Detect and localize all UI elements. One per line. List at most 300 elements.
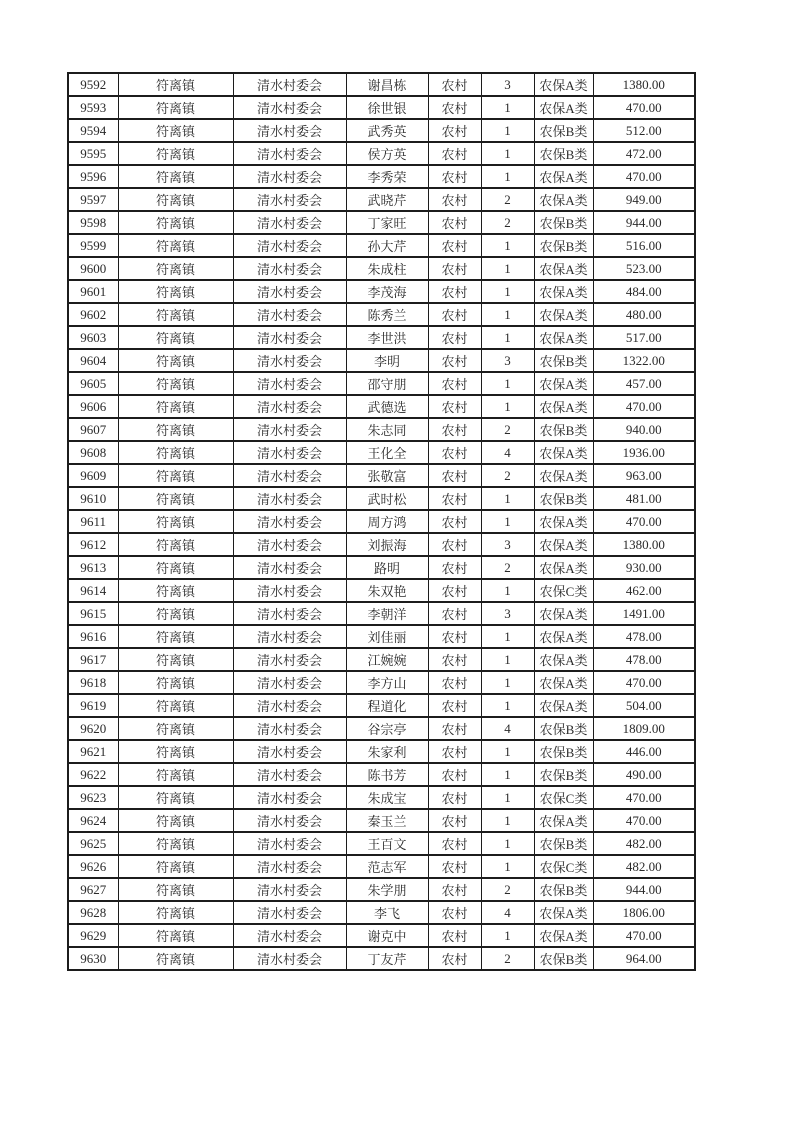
cell-person-count: 3 [481, 602, 534, 625]
cell-category: 农村 [428, 947, 481, 970]
cell-person-count: 3 [481, 73, 534, 96]
cell-village-committee: 清水村委会 [233, 395, 346, 418]
cell-village-committee: 清水村委会 [233, 510, 346, 533]
cell-serial-number: 9601 [68, 280, 118, 303]
cell-person-count: 1 [481, 832, 534, 855]
cell-category: 农村 [428, 441, 481, 464]
cell-insurance-type: 农保A类 [534, 924, 593, 947]
cell-category: 农村 [428, 740, 481, 763]
cell-person-count: 1 [481, 855, 534, 878]
cell-serial-number: 9630 [68, 947, 118, 970]
table-row [68, 625, 695, 648]
cell-category: 农村 [428, 533, 481, 556]
cell-name: 王百文 [346, 832, 428, 855]
cell-person-count: 1 [481, 510, 534, 533]
cell-village-committee: 清水村委会 [233, 326, 346, 349]
cell-person-count: 4 [481, 901, 534, 924]
cell-amount: 482.00 [593, 855, 695, 878]
cell-name: 谷宗亭 [346, 717, 428, 740]
cell-amount: 470.00 [593, 165, 695, 188]
cell-amount: 517.00 [593, 326, 695, 349]
cell-person-count: 2 [481, 464, 534, 487]
cell-town: 符离镇 [118, 924, 233, 947]
table-row [68, 671, 695, 694]
cell-category: 农村 [428, 901, 481, 924]
cell-insurance-type: 农保A类 [534, 901, 593, 924]
cell-person-count: 1 [481, 809, 534, 832]
cell-town: 符离镇 [118, 602, 233, 625]
cell-serial-number: 9602 [68, 303, 118, 326]
cell-insurance-type: 农保B类 [534, 211, 593, 234]
cell-amount: 523.00 [593, 257, 695, 280]
table-row [68, 533, 695, 556]
cell-name: 江婉婉 [346, 648, 428, 671]
cell-category: 农村 [428, 487, 481, 510]
cell-serial-number: 9596 [68, 165, 118, 188]
cell-name: 路明 [346, 556, 428, 579]
cell-amount: 1936.00 [593, 441, 695, 464]
cell-amount: 470.00 [593, 809, 695, 832]
cell-village-committee: 清水村委会 [233, 648, 346, 671]
cell-village-committee: 清水村委会 [233, 441, 346, 464]
cell-insurance-type: 农保A类 [534, 602, 593, 625]
cell-village-committee: 清水村委会 [233, 119, 346, 142]
cell-serial-number: 9600 [68, 257, 118, 280]
table-row [68, 648, 695, 671]
cell-person-count: 1 [481, 303, 534, 326]
cell-person-count: 1 [481, 763, 534, 786]
cell-serial-number: 9607 [68, 418, 118, 441]
cell-name: 刘佳丽 [346, 625, 428, 648]
cell-insurance-type: 农保B类 [534, 878, 593, 901]
cell-amount: 949.00 [593, 188, 695, 211]
cell-amount: 1380.00 [593, 73, 695, 96]
cell-insurance-type: 农保A类 [534, 464, 593, 487]
cell-category: 农村 [428, 648, 481, 671]
cell-insurance-type: 农保B类 [534, 740, 593, 763]
cell-amount: 1806.00 [593, 901, 695, 924]
cell-insurance-type: 农保A类 [534, 395, 593, 418]
cell-serial-number: 9599 [68, 234, 118, 257]
cell-person-count: 1 [481, 740, 534, 763]
cell-village-committee: 清水村委会 [233, 878, 346, 901]
cell-town: 符离镇 [118, 740, 233, 763]
cell-name: 武德选 [346, 395, 428, 418]
cell-amount: 470.00 [593, 924, 695, 947]
cell-insurance-type: 农保B类 [534, 234, 593, 257]
cell-town: 符离镇 [118, 648, 233, 671]
cell-amount: 481.00 [593, 487, 695, 510]
cell-town: 符离镇 [118, 326, 233, 349]
cell-serial-number: 9614 [68, 579, 118, 602]
cell-town: 符离镇 [118, 441, 233, 464]
cell-person-count: 1 [481, 786, 534, 809]
cell-village-committee: 清水村委会 [233, 165, 346, 188]
cell-name: 周方鸿 [346, 510, 428, 533]
cell-category: 农村 [428, 349, 481, 372]
cell-town: 符离镇 [118, 855, 233, 878]
cell-serial-number: 9623 [68, 786, 118, 809]
table-row [68, 924, 695, 947]
cell-name: 朱双艳 [346, 579, 428, 602]
cell-insurance-type: 农保B类 [534, 142, 593, 165]
table-row [68, 142, 695, 165]
cell-serial-number: 9610 [68, 487, 118, 510]
table-body [68, 73, 695, 970]
cell-town: 符离镇 [118, 533, 233, 556]
cell-insurance-type: 农保C类 [534, 786, 593, 809]
cell-town: 符离镇 [118, 73, 233, 96]
table-row [68, 395, 695, 418]
cell-serial-number: 9613 [68, 556, 118, 579]
cell-amount: 484.00 [593, 280, 695, 303]
cell-name: 程道化 [346, 694, 428, 717]
cell-serial-number: 9605 [68, 372, 118, 395]
cell-person-count: 1 [481, 372, 534, 395]
cell-person-count: 1 [481, 96, 534, 119]
cell-name: 陈书芳 [346, 763, 428, 786]
cell-insurance-type: 农保C类 [534, 855, 593, 878]
cell-category: 农村 [428, 694, 481, 717]
cell-person-count: 4 [481, 441, 534, 464]
table-row [68, 280, 695, 303]
cell-serial-number: 9624 [68, 809, 118, 832]
cell-amount: 470.00 [593, 96, 695, 119]
table-row [68, 510, 695, 533]
cell-insurance-type: 农保B类 [534, 717, 593, 740]
cell-town: 符离镇 [118, 372, 233, 395]
cell-person-count: 1 [481, 280, 534, 303]
table-row [68, 326, 695, 349]
table-row [68, 602, 695, 625]
cell-name: 秦玉兰 [346, 809, 428, 832]
cell-category: 农村 [428, 326, 481, 349]
cell-insurance-type: 农保A类 [534, 671, 593, 694]
cell-town: 符离镇 [118, 142, 233, 165]
cell-serial-number: 9622 [68, 763, 118, 786]
cell-town: 符离镇 [118, 671, 233, 694]
cell-village-committee: 清水村委会 [233, 418, 346, 441]
table-row [68, 694, 695, 717]
cell-town: 符离镇 [118, 878, 233, 901]
cell-town: 符离镇 [118, 763, 233, 786]
cell-person-count: 1 [481, 257, 534, 280]
table-row [68, 349, 695, 372]
cell-amount: 1491.00 [593, 602, 695, 625]
cell-village-committee: 清水村委会 [233, 694, 346, 717]
cell-village-committee: 清水村委会 [233, 234, 346, 257]
cell-village-committee: 清水村委会 [233, 280, 346, 303]
cell-name: 朱成柱 [346, 257, 428, 280]
cell-category: 农村 [428, 717, 481, 740]
cell-serial-number: 9615 [68, 602, 118, 625]
cell-person-count: 1 [481, 671, 534, 694]
cell-category: 农村 [428, 257, 481, 280]
table-row [68, 464, 695, 487]
cell-insurance-type: 农保B类 [534, 487, 593, 510]
table-row [68, 165, 695, 188]
cell-insurance-type: 农保A类 [534, 441, 593, 464]
cell-category: 农村 [428, 119, 481, 142]
table-row [68, 119, 695, 142]
cell-village-committee: 清水村委会 [233, 73, 346, 96]
cell-serial-number: 9609 [68, 464, 118, 487]
cell-serial-number: 9627 [68, 878, 118, 901]
cell-insurance-type: 农保A类 [534, 809, 593, 832]
cell-village-committee: 清水村委会 [233, 556, 346, 579]
cell-insurance-type: 农保A类 [534, 648, 593, 671]
cell-village-committee: 清水村委会 [233, 671, 346, 694]
table-row [68, 418, 695, 441]
cell-town: 符离镇 [118, 234, 233, 257]
cell-town: 符离镇 [118, 280, 233, 303]
cell-insurance-type: 农保A类 [534, 303, 593, 326]
beneficiary-table [67, 72, 696, 971]
cell-village-committee: 清水村委会 [233, 763, 346, 786]
cell-insurance-type: 农保A类 [534, 96, 593, 119]
table-row [68, 234, 695, 257]
cell-amount: 480.00 [593, 303, 695, 326]
cell-town: 符离镇 [118, 832, 233, 855]
cell-amount: 512.00 [593, 119, 695, 142]
cell-name: 侯方英 [346, 142, 428, 165]
cell-amount: 930.00 [593, 556, 695, 579]
cell-category: 农村 [428, 418, 481, 441]
cell-name: 李明 [346, 349, 428, 372]
table-row [68, 211, 695, 234]
cell-person-count: 4 [481, 717, 534, 740]
cell-name: 孙大芹 [346, 234, 428, 257]
cell-insurance-type: 农保A类 [534, 280, 593, 303]
cell-person-count: 1 [481, 119, 534, 142]
cell-name: 朱家利 [346, 740, 428, 763]
cell-insurance-type: 农保A类 [534, 625, 593, 648]
cell-serial-number: 9593 [68, 96, 118, 119]
cell-amount: 504.00 [593, 694, 695, 717]
cell-name: 丁友芹 [346, 947, 428, 970]
cell-town: 符离镇 [118, 579, 233, 602]
cell-person-count: 1 [481, 395, 534, 418]
table-row [68, 901, 695, 924]
cell-insurance-type: 农保B类 [534, 832, 593, 855]
cell-person-count: 1 [481, 487, 534, 510]
cell-category: 农村 [428, 188, 481, 211]
cell-name: 朱成宝 [346, 786, 428, 809]
cell-town: 符离镇 [118, 395, 233, 418]
cell-town: 符离镇 [118, 349, 233, 372]
cell-village-committee: 清水村委会 [233, 602, 346, 625]
cell-amount: 470.00 [593, 786, 695, 809]
cell-serial-number: 9619 [68, 694, 118, 717]
table-row [68, 809, 695, 832]
cell-town: 符离镇 [118, 694, 233, 717]
cell-person-count: 2 [481, 211, 534, 234]
cell-category: 农村 [428, 579, 481, 602]
cell-category: 农村 [428, 96, 481, 119]
cell-name: 刘振海 [346, 533, 428, 556]
cell-insurance-type: 农保B类 [534, 763, 593, 786]
cell-village-committee: 清水村委会 [233, 96, 346, 119]
table-row [68, 441, 695, 464]
cell-person-count: 3 [481, 533, 534, 556]
table-row [68, 257, 695, 280]
cell-serial-number: 9617 [68, 648, 118, 671]
cell-person-count: 1 [481, 579, 534, 602]
cell-village-committee: 清水村委会 [233, 211, 346, 234]
cell-person-count: 1 [481, 648, 534, 671]
cell-name: 李秀荣 [346, 165, 428, 188]
cell-town: 符离镇 [118, 418, 233, 441]
cell-category: 农村 [428, 234, 481, 257]
cell-person-count: 2 [481, 947, 534, 970]
cell-name: 朱志同 [346, 418, 428, 441]
cell-village-committee: 清水村委会 [233, 533, 346, 556]
cell-village-committee: 清水村委会 [233, 257, 346, 280]
cell-name: 武时松 [346, 487, 428, 510]
cell-town: 符离镇 [118, 119, 233, 142]
cell-insurance-type: 农保A类 [534, 694, 593, 717]
cell-town: 符离镇 [118, 303, 233, 326]
table-row [68, 303, 695, 326]
cell-town: 符离镇 [118, 211, 233, 234]
cell-category: 农村 [428, 924, 481, 947]
cell-insurance-type: 农保A类 [534, 73, 593, 96]
cell-insurance-type: 农保A类 [534, 165, 593, 188]
cell-serial-number: 9604 [68, 349, 118, 372]
cell-village-committee: 清水村委会 [233, 740, 346, 763]
cell-category: 农村 [428, 763, 481, 786]
cell-insurance-type: 农保B类 [534, 349, 593, 372]
cell-name: 武秀英 [346, 119, 428, 142]
cell-person-count: 1 [481, 165, 534, 188]
cell-amount: 478.00 [593, 648, 695, 671]
cell-category: 农村 [428, 280, 481, 303]
table-row [68, 556, 695, 579]
table-row [68, 832, 695, 855]
cell-village-committee: 清水村委会 [233, 464, 346, 487]
cell-village-committee: 清水村委会 [233, 832, 346, 855]
cell-serial-number: 9612 [68, 533, 118, 556]
cell-category: 农村 [428, 165, 481, 188]
cell-village-committee: 清水村委会 [233, 717, 346, 740]
cell-village-committee: 清水村委会 [233, 786, 346, 809]
cell-category: 农村 [428, 510, 481, 533]
table-row [68, 855, 695, 878]
cell-amount: 446.00 [593, 740, 695, 763]
cell-town: 符离镇 [118, 717, 233, 740]
cell-category: 农村 [428, 142, 481, 165]
cell-name: 范志军 [346, 855, 428, 878]
cell-village-committee: 清水村委会 [233, 349, 346, 372]
cell-town: 符离镇 [118, 556, 233, 579]
cell-person-count: 2 [481, 878, 534, 901]
cell-amount: 472.00 [593, 142, 695, 165]
cell-town: 符离镇 [118, 901, 233, 924]
cell-village-committee: 清水村委会 [233, 855, 346, 878]
cell-person-count: 3 [481, 349, 534, 372]
cell-name: 谢克中 [346, 924, 428, 947]
cell-serial-number: 9606 [68, 395, 118, 418]
cell-serial-number: 9592 [68, 73, 118, 96]
cell-serial-number: 9597 [68, 188, 118, 211]
cell-person-count: 1 [481, 625, 534, 648]
cell-village-committee: 清水村委会 [233, 487, 346, 510]
cell-insurance-type: 农保A类 [534, 533, 593, 556]
cell-category: 农村 [428, 395, 481, 418]
cell-category: 农村 [428, 73, 481, 96]
cell-amount: 462.00 [593, 579, 695, 602]
cell-amount: 944.00 [593, 211, 695, 234]
table-row [68, 372, 695, 395]
cell-insurance-type: 农保A类 [534, 326, 593, 349]
cell-name: 李世洪 [346, 326, 428, 349]
cell-amount: 940.00 [593, 418, 695, 441]
cell-serial-number: 9621 [68, 740, 118, 763]
cell-amount: 944.00 [593, 878, 695, 901]
cell-village-committee: 清水村委会 [233, 947, 346, 970]
cell-category: 农村 [428, 878, 481, 901]
cell-village-committee: 清水村委会 [233, 924, 346, 947]
cell-category: 农村 [428, 855, 481, 878]
cell-name: 武晓芹 [346, 188, 428, 211]
cell-category: 农村 [428, 556, 481, 579]
cell-name: 邵守朋 [346, 372, 428, 395]
table-row [68, 487, 695, 510]
cell-village-committee: 清水村委会 [233, 372, 346, 395]
cell-village-committee: 清水村委会 [233, 625, 346, 648]
cell-category: 农村 [428, 809, 481, 832]
cell-serial-number: 9629 [68, 924, 118, 947]
table-row [68, 717, 695, 740]
cell-person-count: 2 [481, 556, 534, 579]
cell-serial-number: 9620 [68, 717, 118, 740]
cell-town: 符离镇 [118, 96, 233, 119]
cell-name: 李飞 [346, 901, 428, 924]
cell-village-committee: 清水村委会 [233, 809, 346, 832]
cell-serial-number: 9603 [68, 326, 118, 349]
cell-person-count: 2 [481, 188, 534, 211]
cell-category: 农村 [428, 211, 481, 234]
cell-insurance-type: 农保C类 [534, 579, 593, 602]
cell-insurance-type: 农保B类 [534, 418, 593, 441]
cell-village-committee: 清水村委会 [233, 901, 346, 924]
table-row [68, 763, 695, 786]
cell-category: 农村 [428, 303, 481, 326]
cell-name: 陈秀兰 [346, 303, 428, 326]
cell-serial-number: 9628 [68, 901, 118, 924]
cell-amount: 490.00 [593, 763, 695, 786]
cell-amount: 470.00 [593, 510, 695, 533]
cell-serial-number: 9616 [68, 625, 118, 648]
cell-town: 符离镇 [118, 809, 233, 832]
cell-category: 农村 [428, 786, 481, 809]
cell-category: 农村 [428, 372, 481, 395]
cell-name: 朱学朋 [346, 878, 428, 901]
cell-insurance-type: 农保A类 [534, 188, 593, 211]
cell-village-committee: 清水村委会 [233, 142, 346, 165]
cell-category: 农村 [428, 464, 481, 487]
cell-amount: 1322.00 [593, 349, 695, 372]
cell-serial-number: 9618 [68, 671, 118, 694]
cell-amount: 470.00 [593, 395, 695, 418]
cell-category: 农村 [428, 625, 481, 648]
cell-person-count: 1 [481, 326, 534, 349]
cell-amount: 478.00 [593, 625, 695, 648]
cell-name: 丁家旺 [346, 211, 428, 234]
cell-person-count: 1 [481, 924, 534, 947]
cell-insurance-type: 农保A类 [534, 257, 593, 280]
cell-amount: 482.00 [593, 832, 695, 855]
